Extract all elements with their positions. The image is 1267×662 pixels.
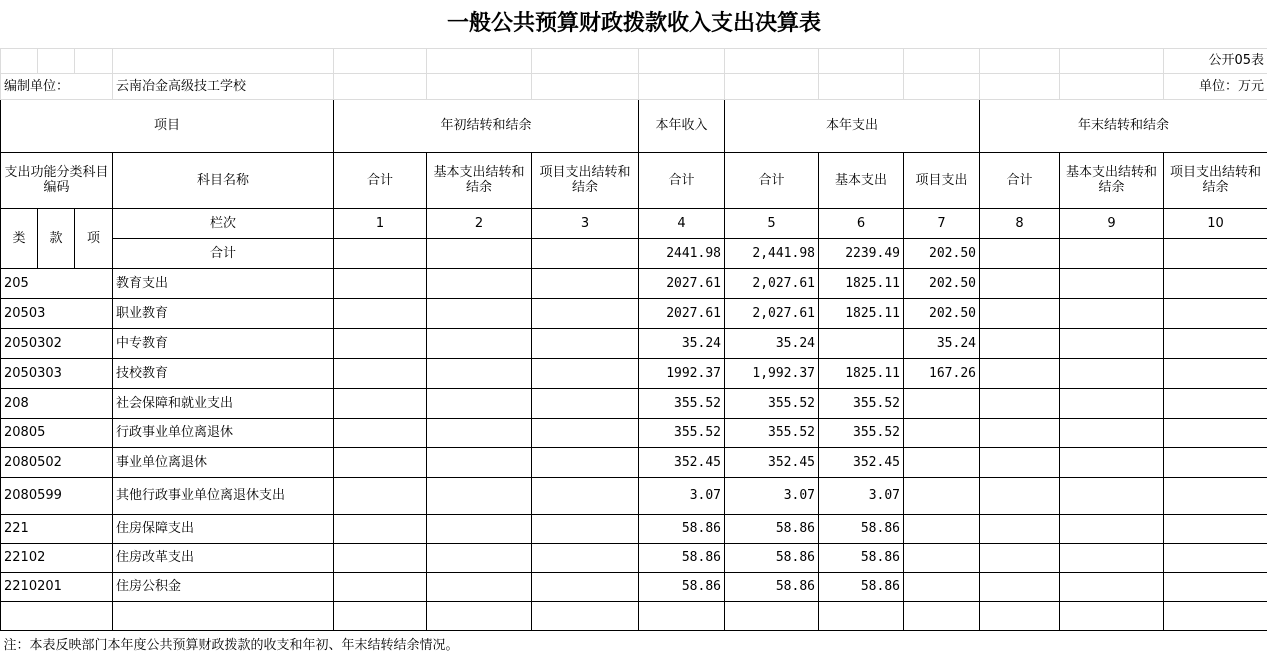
subject-name: 教育支出: [113, 268, 334, 298]
value-cell: [334, 514, 427, 543]
value-cell: [532, 572, 639, 601]
subject-name: 其他行政事业单位离退休支出: [113, 477, 334, 514]
value-cell: 202.50: [904, 268, 980, 298]
value-cell: 35.24: [639, 328, 725, 358]
col-number: 10: [1164, 208, 1267, 238]
subject-code: 2080502: [1, 447, 113, 477]
total-cell: 2239.49: [819, 238, 904, 268]
subject-code: 2050302: [1, 328, 113, 358]
value-cell: 1825.11: [819, 298, 904, 328]
value-cell: [1060, 447, 1164, 477]
table-row: [1, 328, 1267, 358]
subject-code: 20805: [1, 418, 113, 447]
value-cell: 58.86: [725, 543, 819, 572]
header-closing-balance: 年末结转和结余: [980, 99, 1267, 152]
header-closing-project: 项目支出结转和结余: [1164, 152, 1267, 208]
value-cell: [904, 477, 980, 514]
table-row: [1, 358, 1267, 388]
subject-name: 行政事业单位离退休: [113, 418, 334, 447]
table-row: [1, 388, 1267, 418]
value-cell: [1164, 268, 1267, 298]
subject-code: 208: [1, 388, 113, 418]
value-cell: [1060, 572, 1164, 601]
value-cell: 35.24: [904, 328, 980, 358]
value-cell: 352.45: [819, 447, 904, 477]
value-cell: [1164, 298, 1267, 328]
value-cell: [532, 388, 639, 418]
value-cell: [980, 328, 1060, 358]
value-cell: [980, 572, 1060, 601]
value-cell: 202.50: [904, 298, 980, 328]
table-row: [1, 514, 1267, 543]
subject-code: 221: [1, 514, 113, 543]
subject-code: 2210201: [1, 572, 113, 601]
unit-name: 云南冶金高级技工学校: [113, 73, 334, 99]
subject-name: 住房保障支出: [113, 514, 334, 543]
value-cell: [532, 514, 639, 543]
value-cell: 355.52: [725, 388, 819, 418]
header-opening-balance: 年初结转和结余: [334, 99, 639, 152]
value-cell: [980, 477, 1060, 514]
header-lei: 类: [1, 208, 38, 268]
total-cell: 2441.98: [639, 238, 725, 268]
total-cell: [1060, 238, 1164, 268]
value-cell: [334, 358, 427, 388]
value-cell: [1164, 358, 1267, 388]
money-unit: 单位：万元: [1164, 73, 1267, 99]
value-cell: 355.52: [819, 388, 904, 418]
header-exp-total: 合计: [725, 152, 819, 208]
total-cell: [334, 238, 427, 268]
table-row: [1, 447, 1267, 477]
value-cell: 58.86: [819, 514, 904, 543]
subject-name: 住房公积金: [113, 572, 334, 601]
value-cell: [334, 477, 427, 514]
value-cell: [819, 328, 904, 358]
value-cell: 1,992.37: [725, 358, 819, 388]
header-closing-basic: 基本支出结转和结余: [1060, 152, 1164, 208]
header-income-total: 合计: [639, 152, 725, 208]
value-cell: [980, 543, 1060, 572]
value-cell: [1060, 477, 1164, 514]
table-row: [1, 268, 1267, 298]
value-cell: 355.52: [639, 388, 725, 418]
value-cell: 167.26: [904, 358, 980, 388]
value-cell: [334, 447, 427, 477]
header-expenditure: 本年支出: [725, 99, 980, 152]
value-cell: [1060, 268, 1164, 298]
col-number: 1: [334, 208, 427, 238]
value-cell: 35.24: [725, 328, 819, 358]
value-cell: [980, 388, 1060, 418]
value-cell: [1060, 418, 1164, 447]
value-cell: [427, 477, 532, 514]
value-cell: [980, 298, 1060, 328]
value-cell: 58.86: [819, 572, 904, 601]
subject-code: 22102: [1, 543, 113, 572]
value-cell: 58.86: [639, 572, 725, 601]
value-cell: 58.86: [725, 514, 819, 543]
value-cell: [427, 447, 532, 477]
value-cell: 58.86: [639, 514, 725, 543]
subject-code: 2080599: [1, 477, 113, 514]
col-number: 2: [427, 208, 532, 238]
value-cell: [1060, 514, 1164, 543]
value-cell: [904, 543, 980, 572]
value-cell: [904, 514, 980, 543]
col-number: 6: [819, 208, 904, 238]
value-cell: [334, 418, 427, 447]
value-cell: [427, 388, 532, 418]
value-cell: [334, 572, 427, 601]
value-cell: 2,027.61: [725, 268, 819, 298]
value-cell: 352.45: [725, 447, 819, 477]
value-cell: 1825.11: [819, 358, 904, 388]
value-cell: [1164, 388, 1267, 418]
value-cell: [1164, 572, 1267, 601]
value-cell: [980, 358, 1060, 388]
value-cell: 3.07: [725, 477, 819, 514]
value-cell: [980, 514, 1060, 543]
total-cell: [1164, 238, 1267, 268]
value-cell: [1060, 388, 1164, 418]
subject-name: 技校教育: [113, 358, 334, 388]
value-cell: [532, 543, 639, 572]
unit-label: 编制单位：: [1, 73, 113, 99]
value-cell: [904, 388, 980, 418]
value-cell: [334, 328, 427, 358]
table-row: [1, 543, 1267, 572]
value-cell: 3.07: [639, 477, 725, 514]
value-cell: 1992.37: [639, 358, 725, 388]
value-cell: [334, 388, 427, 418]
header-opening-project: 项目支出结转和结余: [532, 152, 639, 208]
value-cell: [980, 268, 1060, 298]
total-row: [1, 238, 1267, 268]
value-cell: 2,027.61: [725, 298, 819, 328]
value-cell: [904, 418, 980, 447]
value-cell: [532, 447, 639, 477]
header-kuan: 款: [38, 208, 75, 268]
value-cell: [427, 418, 532, 447]
total-cell: [532, 238, 639, 268]
subject-name: 中专教育: [113, 328, 334, 358]
col-number: 4: [639, 208, 725, 238]
value-cell: [980, 447, 1060, 477]
value-cell: [334, 298, 427, 328]
value-cell: [532, 298, 639, 328]
col-number: 9: [1060, 208, 1164, 238]
value-cell: 3.07: [819, 477, 904, 514]
value-cell: [427, 572, 532, 601]
value-cell: [427, 358, 532, 388]
header-xiang: 项: [75, 208, 113, 268]
value-cell: [1164, 514, 1267, 543]
value-cell: 58.86: [819, 543, 904, 572]
value-cell: [427, 328, 532, 358]
header-closing-total: 合计: [980, 152, 1060, 208]
subject-name: 住房改革支出: [113, 543, 334, 572]
table-row: [1, 298, 1267, 328]
table-row: [1, 418, 1267, 447]
value-cell: [1060, 298, 1164, 328]
col-number: 3: [532, 208, 639, 238]
total-cell: [980, 238, 1060, 268]
header-opening-total: 合计: [334, 152, 427, 208]
table-row: [1, 477, 1267, 514]
value-cell: 58.86: [639, 543, 725, 572]
total-label: 合计: [113, 238, 334, 268]
page-title: 一般公共预算财政拨款收入支出决算表: [447, 10, 822, 37]
subject-code: 2050303: [1, 358, 113, 388]
value-cell: 355.52: [725, 418, 819, 447]
header-exp-basic: 基本支出: [819, 152, 904, 208]
subject-name: 职业教育: [113, 298, 334, 328]
value-cell: [532, 328, 639, 358]
value-cell: [1164, 477, 1267, 514]
col-number: 7: [904, 208, 980, 238]
subject-name: 社会保障和就业支出: [113, 388, 334, 418]
header-item: 项目: [1, 99, 334, 152]
total-cell: [427, 238, 532, 268]
value-cell: [1164, 418, 1267, 447]
value-cell: [427, 298, 532, 328]
value-cell: 355.52: [819, 418, 904, 447]
header-column-no: 栏次: [113, 208, 334, 238]
value-cell: [427, 514, 532, 543]
value-cell: 355.52: [639, 418, 725, 447]
value-cell: 352.45: [639, 447, 725, 477]
value-cell: [532, 477, 639, 514]
value-cell: [334, 543, 427, 572]
value-cell: [427, 268, 532, 298]
value-cell: [1060, 358, 1164, 388]
value-cell: [334, 268, 427, 298]
header-exp-project: 项目支出: [904, 152, 980, 208]
subject-name: 事业单位离退休: [113, 447, 334, 477]
subject-code: 20503: [1, 298, 113, 328]
value-cell: 2027.61: [639, 268, 725, 298]
value-cell: [532, 268, 639, 298]
value-cell: [904, 447, 980, 477]
value-cell: [904, 572, 980, 601]
value-cell: [427, 543, 532, 572]
header-opening-basic: 基本支出结转和结余: [427, 152, 532, 208]
form-code: 公开05表: [1164, 48, 1267, 73]
subject-code: 205: [1, 268, 113, 298]
table-note: 注：本表反映部门本年度公共预算财政拨款的收支和年初、年末结转结余情况。: [3, 637, 459, 653]
value-cell: [980, 418, 1060, 447]
header-income: 本年收入: [639, 99, 725, 152]
value-cell: [532, 418, 639, 447]
value-cell: [1164, 328, 1267, 358]
header-func-code: 支出功能分类科目编码: [1, 152, 113, 208]
col-number: 5: [725, 208, 819, 238]
value-cell: [1164, 543, 1267, 572]
value-cell: 58.86: [725, 572, 819, 601]
value-cell: [1060, 543, 1164, 572]
value-cell: 2027.61: [639, 298, 725, 328]
header-subject-name: 科目名称: [113, 152, 334, 208]
value-cell: 1825.11: [819, 268, 904, 298]
value-cell: [532, 358, 639, 388]
col-number: 8: [980, 208, 1060, 238]
total-cell: 2,441.98: [725, 238, 819, 268]
value-cell: [1060, 328, 1164, 358]
value-cell: [1164, 447, 1267, 477]
total-cell: 202.50: [904, 238, 980, 268]
table-row: [1, 572, 1267, 601]
